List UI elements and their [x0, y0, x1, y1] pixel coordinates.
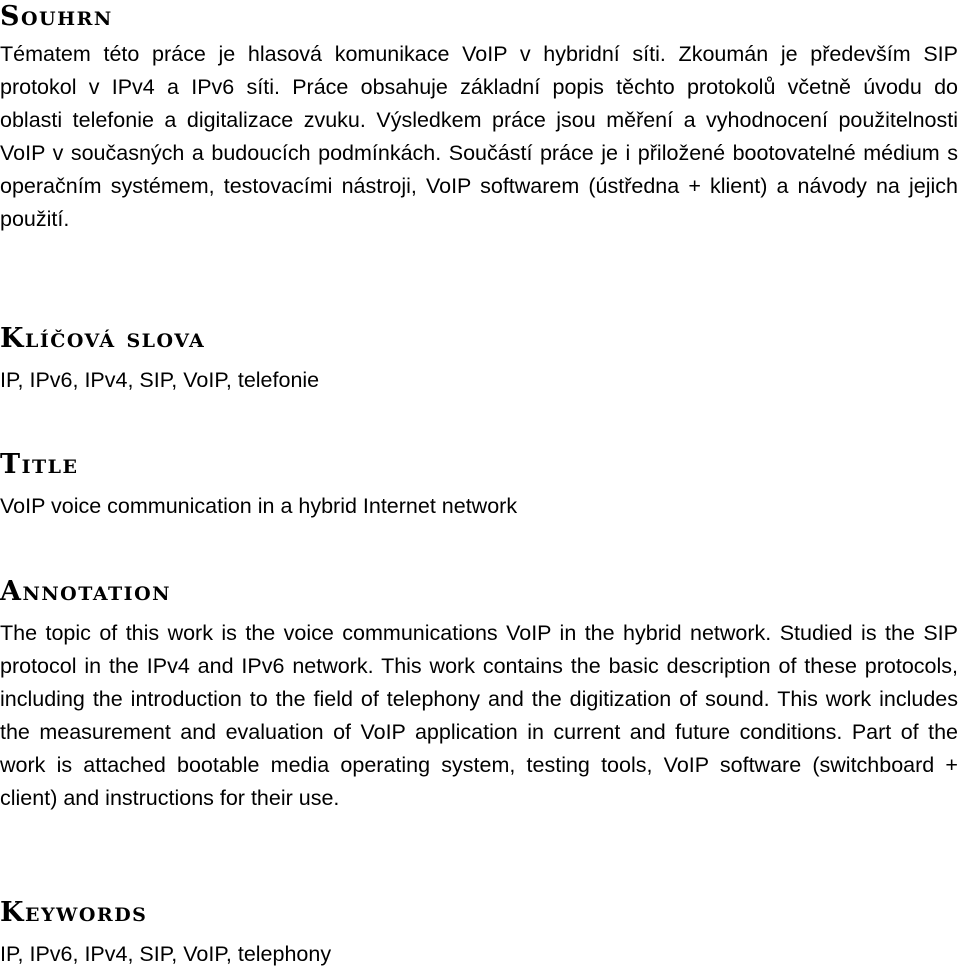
keywords-section [0, 896, 958, 971]
annotation-section [0, 575, 958, 815]
souhrn-heading: Souhrn [0, 1, 113, 32]
title-section [0, 448, 958, 523]
title-heading: Title [0, 449, 79, 480]
annotation-text: The topic of this work is the voice communications VoIP in the hybrid network. Studied is the SIP protocol in the IPv4 and IPv6 network. This work contains the basic description of these protocols, including the introduction to the field of telephony and the digitization of sound. This work includes the measurement and evaluation of VoIP application in current and future conditions. Part of the work is attached bootable media operating system, testing tools, VoIP software (switchboard + client) and instructions for their use. [0, 621, 958, 810]
souhrn-section [0, 0, 958, 236]
keywords-heading: Keywords [0, 897, 148, 928]
keywords-text: IP, IPv6, IPv4, SIP, VoIP, telephony [0, 942, 332, 966]
klicova-slova-heading: Klíčová slova [0, 323, 206, 354]
klicova-slova-text: IP, IPv6, IPv4, SIP, VoIP, telefonie [0, 368, 320, 392]
annotation-heading: Annotation [0, 576, 171, 607]
klicova-slova-section [0, 322, 958, 397]
title-text: VoIP voice communication in a hybrid Internet network [0, 494, 518, 518]
souhrn-text: Tématem této práce je hlasová komunikace VoIP v hybridní síti. Zkoumán je především SIP protokol v IPv4 a IPv6 síti. Práce obsahuje základní popis těchto protokolů včetně úvodu do oblasti telefonie a digitalizace zvuku. Výsledkem práce jsou měření a vyhodnocení použitelnosti VoIP v současných a budoucích podmínkách. Součástí práce je i přiložené bootovatelné médium s operačním systémem, testovacími nástroji, VoIP softwarem (ústředna + klient) a návody na jejich použití. [0, 42, 958, 231]
